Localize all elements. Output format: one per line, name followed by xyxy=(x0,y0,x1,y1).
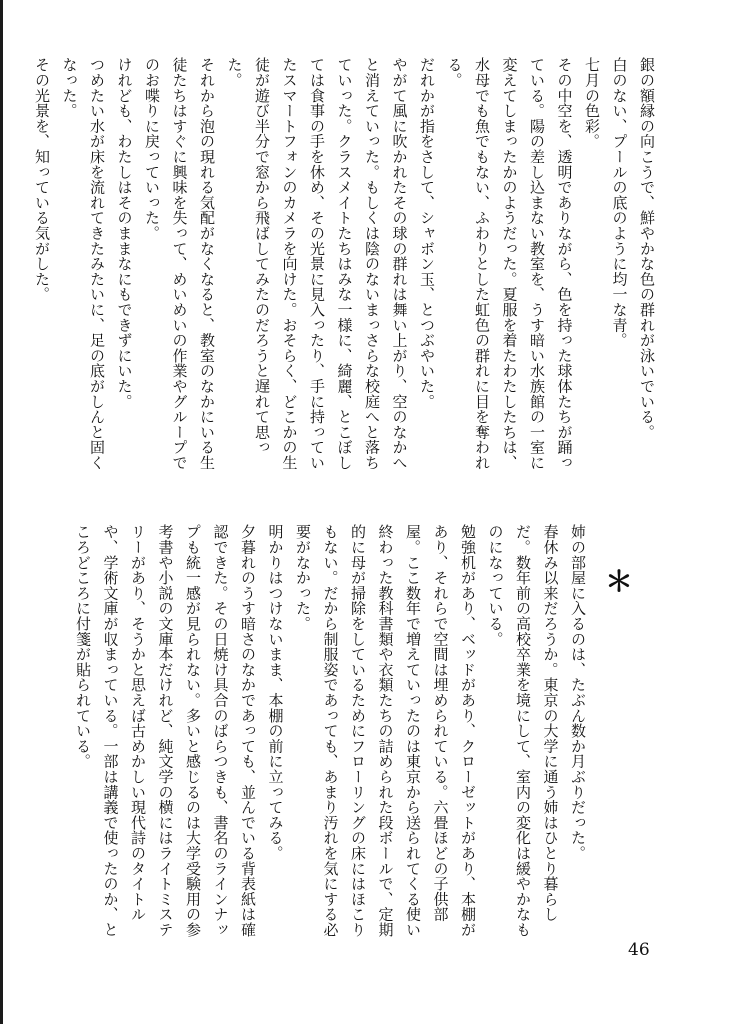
paragraph: 姉の部屋に入るのは、たぶん数か月ぶりだった。 xyxy=(569,524,587,861)
paragraph: その光景を、知っている気がした。 xyxy=(33,57,51,302)
paragraph: やがて風に吹かれたその球の群れは舞い上がり、空のなかへと消えていった。もしくは陰のないまっさらな校庭へと落ちていった。クラスメイトたちはみな一様に、綺麗、とこぼしては食事の手を休め、その光景に見入ったり、手に持っていたスマートフォンのカメラを向けた。おそらく、どこかの生徒が遊び半分で窓から飛ばしてみたのだろうと遅れて思った。 xyxy=(225,57,409,471)
section-break-asterisk: ＊ xyxy=(605,565,634,598)
page-number: 46 xyxy=(628,940,650,960)
paragraph: 春休み以来だろうか。東京の大学に通う姉はひとり暮らしだ。数年前の高校卒業を境にして、室内の変化は緩やかなものになっている。 xyxy=(486,524,560,938)
paragraph: 白のない、プールの底のように均一な青。 xyxy=(610,57,629,348)
paragraph: 銀の額縁の向こうで、鮮やかな色の群れが泳いでいる。 xyxy=(638,57,656,440)
paragraph: だれかが指をさして、シャボン玉、とつぶやいた。 xyxy=(418,57,436,409)
paragraph: それから泡の現れる気配がなくなると、教室のなかにいる生徒たちはすぐに興味を失って、めいめいの作業やグループでのお喋りに戻っていった。 xyxy=(143,57,216,471)
lower-text-block xyxy=(69,524,592,944)
paragraph: つめたい水が床を流れてきたみたいに、足の底がしんと固くなった。 xyxy=(60,57,106,471)
paragraph: 明かりはつけないまま、本棚の前に立ってみる。 xyxy=(266,524,285,861)
paragraph: けれども、わたしはそのままなにもできずにいた。 xyxy=(115,57,134,409)
paragraph: 七月の色彩。 xyxy=(583,57,601,149)
paragraph: その中空を、透明でありながら、色を持った球体たちが踊っている。陽の差し込まない教室を、うす暗い水族館の一室に変えてしまったかのようだった。夏服を着たわたしたちは、水母でも魚でもない、ふわりとした虹色の群れに目を奪われる。 xyxy=(445,57,574,471)
paragraph: 夕暮れのうす暗さのなかであっても、並んでいる背表紙は確認できた。その日焼け具合のばらつきも、書名のラインナップも統一感が見られない。多いと感じるのは大学受験用の参考書や小説の文庫本だけれど、純文学の横にはライトミステリーがあり、そうかと思えば古めかしい現代詩のタイトルや、学術文庫が収まっている。一部は講義で使ったのか、ところどころに付箋が貼られている。 xyxy=(74,524,257,938)
paragraph: 勉強机があり、ベッドがあり、クローゼットがあり、本棚があり、それらで空間は埋められている。六畳ほどの子供部屋。ここ数年で増えていったのは東京から送られてくる使い終わった教科書類や衣類たちの詰められた段ボールで、定期的に母が掃除をしているためにフローリングの床にはほこりもない。だから制服姿であっても、あまり汚れを気にする必要がなかった。 xyxy=(294,524,477,938)
upper-text-block xyxy=(28,57,661,477)
scan-edge xyxy=(0,0,3,1024)
